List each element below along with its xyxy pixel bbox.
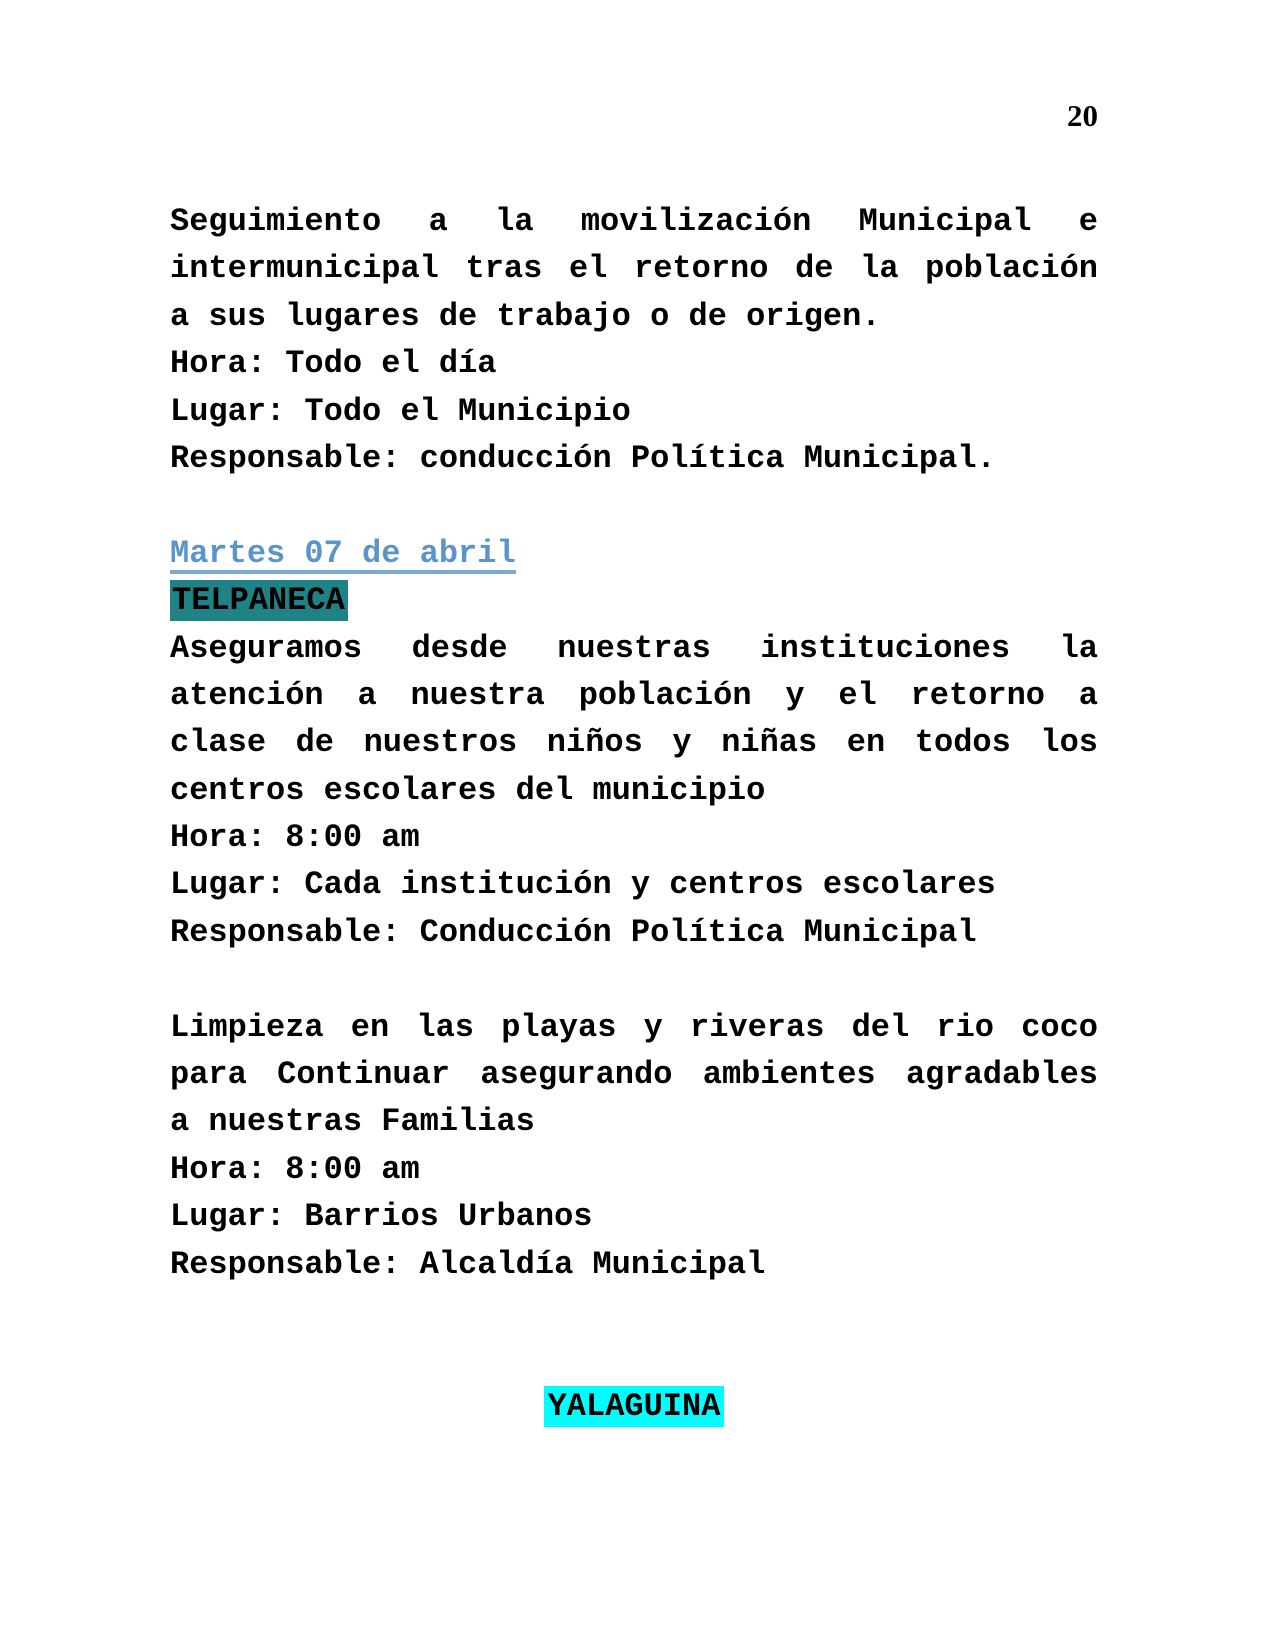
intro-hora: Hora: Todo el día	[170, 345, 497, 383]
municipality-yalaguina-highlight: YALAGUINA	[544, 1386, 725, 1427]
activity1-lugar: Lugar: Cada institución y centros escolares	[170, 866, 996, 904]
activity2-lugar: Lugar: Barrios Urbanos	[170, 1198, 593, 1236]
intro-line-2: intermunicipal tras el retorno de la población	[170, 250, 1098, 288]
activity2-line-3: a nuestras Familias	[170, 1103, 535, 1141]
municipality-telpaneca-highlight: TELPANECA	[170, 580, 348, 621]
intro-line-3: a sus lugares de trabajo o de origen.	[170, 297, 881, 335]
intro-responsable: Responsable: conducción Política Municipal.	[170, 439, 996, 477]
blank-line	[170, 1335, 1098, 1382]
activity1-line-1: Aseguramos desde nuestras instituciones la	[170, 629, 1098, 667]
activity2-line-2: para Continuar asegurando ambientes agradables	[170, 1056, 1098, 1094]
municipality-telpaneca-line	[170, 577, 1098, 624]
activity1-line-3: clase de nuestros niños y niñas en todos los	[170, 724, 1098, 762]
activity1-responsable: Responsable: Conducción Política Municipal	[170, 913, 977, 951]
document-body	[170, 198, 1098, 1430]
intro-lugar: Lugar: Todo el Municipio	[170, 392, 631, 430]
date-heading: Martes 07 de abril	[170, 537, 516, 575]
blank-line	[170, 956, 1098, 1003]
intro-line-1: Seguimiento a la movilización Municipal e	[170, 203, 1098, 240]
activity1-line-4: centros escolares del municipio	[170, 771, 766, 809]
activity1-hora: Hora: 8:00 am	[170, 819, 420, 857]
blank-line	[170, 1288, 1098, 1335]
activity1-line-2: atención a nuestra población y el retorno a	[170, 676, 1098, 714]
blank-line	[170, 482, 1098, 529]
municipality-yalaguina-line	[170, 1383, 1098, 1430]
page-number: 20	[1067, 98, 1098, 133]
activity2-hora: Hora: 8:00 am	[170, 1150, 420, 1188]
activity2-line-1: Limpieza en las playas y riveras del rio coco	[170, 1008, 1098, 1046]
activity2-responsable: Responsable: Alcaldía Municipal	[170, 1245, 766, 1283]
date-heading-line	[170, 530, 1098, 577]
